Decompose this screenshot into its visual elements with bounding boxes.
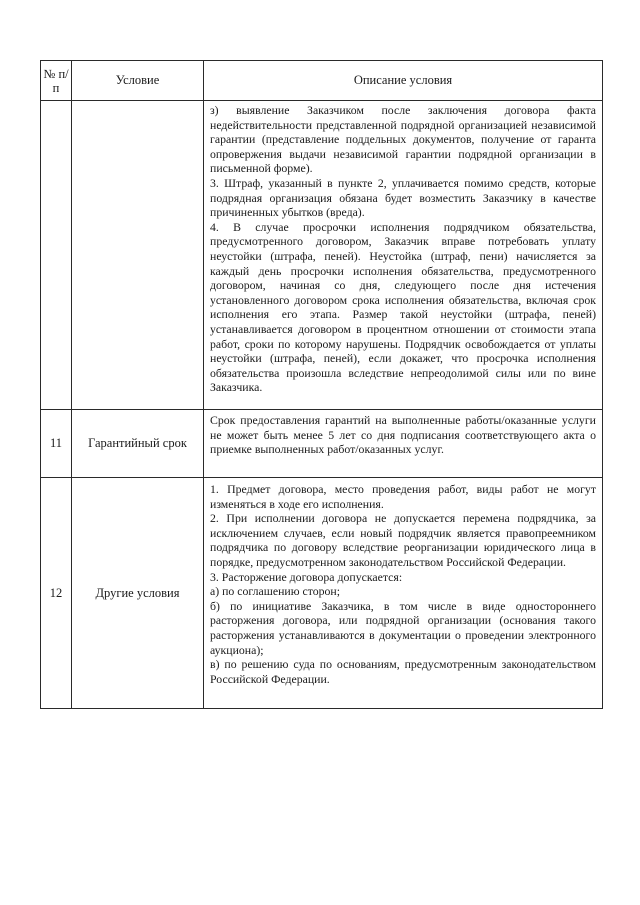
- description-paragraph: а) по соглашению сторон;: [210, 584, 341, 599]
- header-description: Описание условия: [204, 61, 603, 101]
- row-description: [204, 410, 603, 478]
- description-paragraph: 2. При исполнении договора не допускается перемена подрядчика, за исключением случаев, если новый подрядчик является правопреемником подрядчика по договору вследствие реорганизации юридического лица в порядке, предусмотренном законодательством Российской Федерации.: [210, 511, 596, 569]
- table-row: [41, 101, 603, 410]
- description-paragraph: 4. В случае просрочки исполнения подрядчиком обязательства, предусмотренного договором, Заказчик вправе потребовать уплату неустойки (штрафа, пеней). Неустойка (штраф, пени) начисляется за каждый день просрочки исполнения обязательства, предусмотренного договором, начиная со дня, следующего после дня истечения установленного договором срока исполнения обязательства, включая срок исполнения его этапа. Размер такой неустойки (штрафа, пеней) устанавливается договором в процентном отношении от стоимости этапа работ, сроки по которому нарушены. Подрядчик освобождается от уплаты неустойки (штрафа, пеней), если докажет, что просрочка исполнения обязательства произошла вследствие непреодолимой силы или по вине Заказчика.: [210, 219, 596, 395]
- description-paragraph: б) по инициативе Заказчика, в том числе в виде одностороннего расторжения договора, или подрядной организации (основания такого расторжения устанавливаются в документации о проведении электронного аукциона);: [210, 598, 596, 657]
- description-paragraph: 3. Штраф, указанный в пункте 2, уплачивается помимо средств, которые подрядная организация обязана будет возместить Заказчику в качестве причиненных убытков (вреда).: [210, 175, 596, 220]
- row-num: 11: [41, 410, 72, 478]
- row-num: 12: [41, 478, 72, 709]
- row-condition: [72, 101, 204, 410]
- description-paragraph: 3. Расторжение договора допускается:: [210, 569, 403, 584]
- table-row: [41, 478, 603, 709]
- row-num: [41, 101, 72, 410]
- header-num: № п/п: [41, 61, 72, 101]
- row-description: [204, 101, 603, 410]
- header-condition: Условие: [72, 61, 204, 101]
- row-description: [204, 478, 603, 709]
- description-paragraph: 1. Предмет договора, место проведения работ, виды работ не могут изменяться в ходе его исполнения.: [210, 482, 596, 511]
- description-paragraph: Срок предоставления гарантий на выполненные работы/оказанные услуги не может быть менее 5 лет со дня подписания соответствующего акта о приемке выполненных работ/оказанных услуг.: [210, 413, 596, 457]
- description-paragraph: в) по решению суда по основаниям, предусмотренным законодательством Российской Федерации.: [210, 657, 596, 686]
- row-condition: Другие условия: [72, 478, 204, 709]
- row-condition: Гарантийный срок: [72, 410, 204, 478]
- conditions-table: [40, 60, 603, 709]
- table-header-row: [41, 61, 603, 101]
- table-row: [41, 410, 603, 478]
- description-paragraph: з) выявление Заказчиком после заключения договора факта недействительности представленной подрядной организацией независимой гарантии (представление поддельных документов, получение от гаранта опровержения выдачи независимой гарантии подрядной организации в письменной форме).: [210, 103, 596, 176]
